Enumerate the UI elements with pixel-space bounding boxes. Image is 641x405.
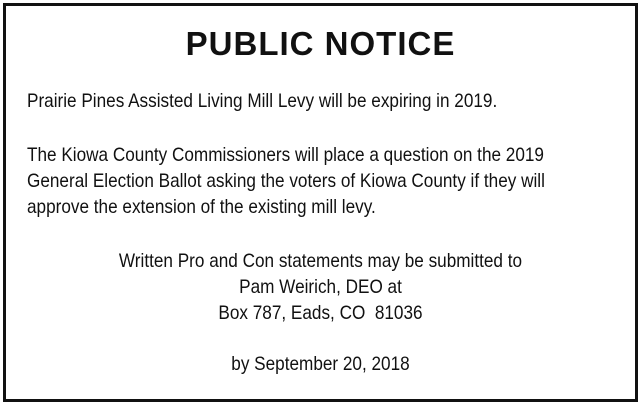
paragraph-line: Prairie Pines Assisted Living Mill Levy will be expiring in 2019. xyxy=(27,90,498,112)
paragraph-line: The Kiowa County Commissioners will place a question on the 2019 xyxy=(27,144,544,166)
paragraph-line: General Election Ballot asking the voters of Kiowa County if they will xyxy=(27,170,545,192)
contact-line: Pam Weirich, DEO at xyxy=(239,276,402,298)
public-notice-box xyxy=(3,3,638,402)
notice-paragraph-ballot-question xyxy=(27,142,617,220)
notice-contact-block xyxy=(6,248,635,326)
notice-title: PUBLIC NOTICE xyxy=(185,25,456,62)
notice-paragraph-expiring xyxy=(27,88,617,114)
deadline-text: by September 20, 2018 xyxy=(231,353,410,375)
contact-address-line: Box 787, Eads, CO 81036 xyxy=(218,302,423,324)
notice-deadline xyxy=(6,351,635,377)
contact-line: Written Pro and Con statements may be submitted to xyxy=(118,250,523,272)
paragraph-line: approve the extension of the existing mill levy. xyxy=(27,196,376,218)
